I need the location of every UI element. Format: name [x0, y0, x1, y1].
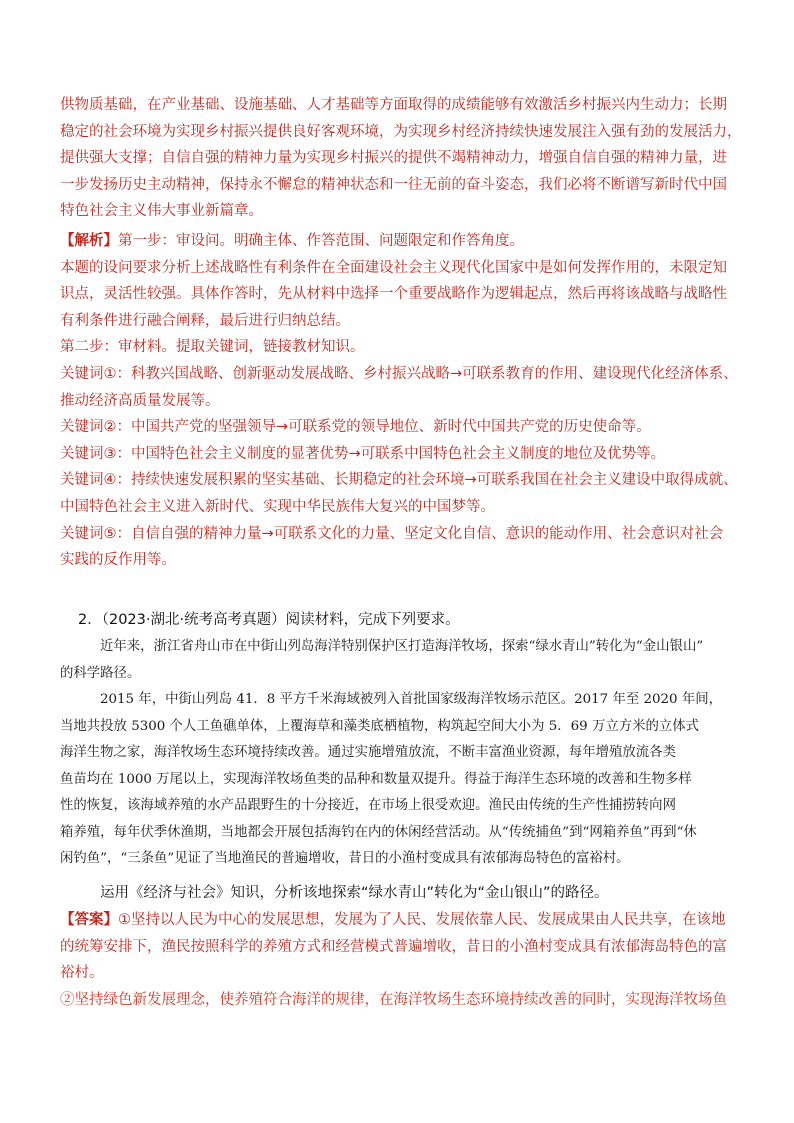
material-line: 近年来，浙江省舟山市在中街山列岛海洋特别保护区打造海洋牧场，探索“绿水青山”转化为“金山银山”	[100, 639, 704, 654]
material-line: 2015 年，中街山列岛 41．8 平方千米海域被列入首批国家级海洋牧场示范区。2017 年至 2020 年间，	[100, 692, 723, 707]
answer-label: 【答案】	[60, 912, 118, 928]
question-2-answer	[60, 907, 740, 1013]
question-2-material	[60, 634, 740, 873]
material-line: 的科学路径。	[60, 665, 141, 681]
answer-line: 提供强大支撑；自信自强的精神力量为实现乡村振兴的提供不竭精神动力，增强自信自强的精神力量，进	[60, 150, 727, 167]
answer-line: 稳定的社会环境为实现乡村振兴提供良好客观环境，为实现乡村经济持续快速发展注入强有劲的发展活力，	[60, 123, 742, 140]
keyword-line: 中国特色社会主义进入新时代、实现中华民族伟大复兴的中国梦等。	[60, 498, 495, 515]
answer-line: 【答案】①坚持以人民为中心的发展思想，发展为了人民、发展依靠人民、发展成果由人民共享，在该地	[60, 912, 726, 928]
answer-continuation	[60, 92, 740, 225]
answer-line: ②坚持绿色新发展理念，使养殖符合海洋的规律，在海洋牧场生态环境持续改善的同时，实现海洋牧场鱼	[60, 991, 727, 1008]
keyword-line: 关键词④：持续快速发展积累的坚实基础、长期稳定的社会环境→可联系我国在社会主义建设中取得成就、	[60, 472, 738, 489]
keyword-line: 推动经济高质量发展等。	[60, 392, 220, 409]
material-line: 当地共投放 5300 个人工鱼礁单体，上覆海草和藻类底栖植物，构筑起空间大小为 5．69 万立方米的立体式	[60, 718, 700, 734]
keyword-line: 关键词②：中国共产党的坚强领导→可联系党的领导地位、新时代中国共产党的历史使命等。	[60, 419, 651, 436]
keyword-line: 关键词③：中国特色社会主义制度的显著优势→可联系中国特色社会主义制度的地位及优势等。	[60, 445, 666, 462]
analysis-step2: 第二步：审材料。提取关键词，链接教材知识。	[60, 339, 365, 356]
answer-line: 的统筹安排下，渔民按照科学的养殖方式和经营模式普遍增收，昔日的小渔村变成具有浓郁海岛特色的富	[60, 938, 727, 955]
answer-line: 供物质基础，在产业基础、设施基础、人才基础等方面取得的成绩能够有效激活乡村振兴内生动力；长期	[60, 97, 727, 113]
answer-line: 特色社会主义伟大事业新篇章。	[60, 203, 263, 220]
analysis-line: 识点，灵活性较强。具体作答时，先从材料中选择一个重要战略作为逻辑起点，然后再将该战略与战略性	[60, 286, 727, 303]
answer-line: 一步发扬历史主动精神，保持永不懈怠的精神状态和一往无前的奋斗姿态，我们必将不断谱写新时代中国	[60, 176, 727, 193]
material-line: 性的恢复，该海域养殖的水产品跟野生的十分接近，在市场上很受欢迎。渔民由传统的生产性捕捞转向网	[60, 798, 676, 813]
material-line: 海洋生物之家，海洋牧场生态环境持续改善。通过实施增殖放流，不断丰富渔业资源，每年增殖放流各类	[60, 745, 676, 760]
answer-line: 裕村。	[60, 965, 104, 982]
material-line: 鱼苗均在 1000 万尾以上，实现海洋牧场鱼类的品种和数量双提升。得益于海洋生态环境的改善和生物多样	[60, 771, 692, 787]
analysis-line: 本题的设问要求分析上述战略性有利条件在全面建设社会主义现代化国家中是如何发挥作用的，未限定知	[60, 259, 727, 276]
question-2-header: 2．（2023·湖北·统考高考真题）阅读材料，完成下列要求。	[78, 612, 460, 628]
analysis-step1: 【解析】第一步：审设问。明确主体、作答范围、问题限定和作答角度。	[60, 233, 524, 249]
analysis-label: 【解析】	[60, 233, 118, 249]
question-2-task: 运用《经济与社会》知识，分析该地探索“绿水青山”转化为“金山银山”的路径。	[100, 885, 609, 901]
analysis-line: 有利条件进行融合阐释，最后进行归纳总结。	[60, 312, 350, 329]
material-line: 箱养殖，每年伏季休渔期，当地都会开展包括海钓在内的休闲经营活动。从“传统捕鱼”到“网箱养鱼”再到“休	[60, 824, 697, 840]
keyword-line: 实践的反作用等。	[60, 552, 176, 569]
material-line: 闲钓鱼”，“三条鱼”见证了当地渔民的普遍增收，昔日的小渔村变成具有浓郁海岛特色的富裕村。	[60, 851, 630, 866]
analysis-section	[60, 228, 740, 574]
keyword-line: 关键词⑤：自信自强的精神力量→可联系文化的力量、坚定文化自信、意识的能动作用、社会意识对社会	[60, 525, 724, 542]
keyword-line: 关键词①：科教兴国战略、创新驱动发展战略、乡村振兴战略→可联系教育的作用、建设现代化经济体系、	[60, 365, 738, 382]
